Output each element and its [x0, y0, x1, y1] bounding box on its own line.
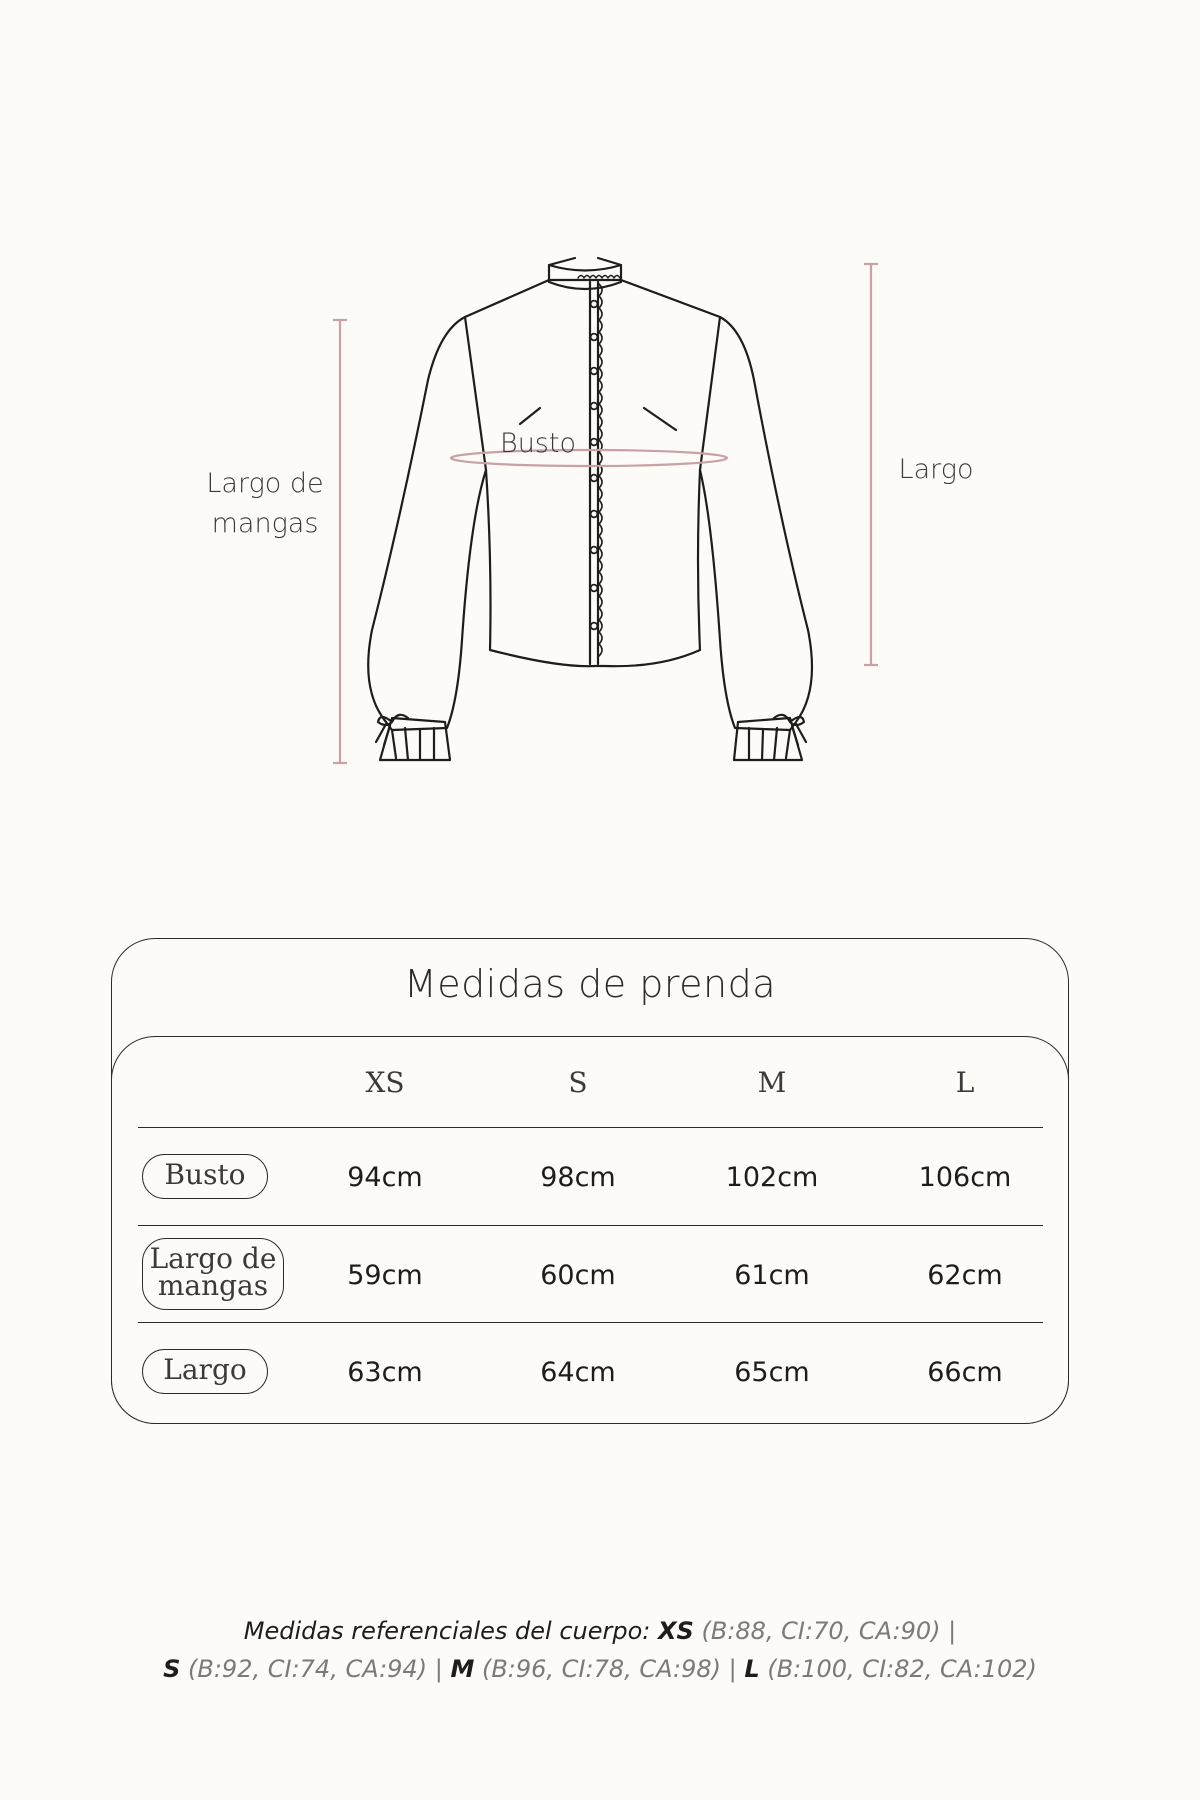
table-cell: 106cm: [918, 1162, 1012, 1193]
size-header-m: M: [757, 1066, 787, 1099]
footnote-size-xs: XS: [658, 1617, 694, 1645]
bust-label: Busto: [500, 428, 576, 459]
footnote-size-s: S: [163, 1655, 181, 1683]
table-cell: 60cm: [540, 1260, 616, 1291]
length-label: Largo: [898, 454, 974, 485]
row-divider: [138, 1225, 1043, 1226]
table-cell: 62cm: [927, 1260, 1003, 1291]
body-reference-note: [100, 1612, 1100, 1688]
footnote-line-2: [100, 1650, 1100, 1688]
table-cell: 66cm: [927, 1357, 1003, 1388]
row-label-length: Largo: [142, 1349, 268, 1394]
table-cell: 94cm: [347, 1162, 423, 1193]
footnote-measures-l: (B:100, CI:82, CA:102): [767, 1655, 1037, 1683]
row-label-bust: Busto: [142, 1154, 268, 1199]
row-divider: [138, 1322, 1043, 1323]
size-header-xs: XS: [365, 1066, 405, 1099]
footnote-lead: Medidas referenciales del cuerpo: [243, 1617, 643, 1645]
blouse-diagram: [0, 0, 1200, 800]
row-label-line: Largo de: [149, 1242, 277, 1275]
footnote-separator: |: [728, 1655, 737, 1683]
table-cell: 102cm: [725, 1162, 819, 1193]
footnote-measures-xs: (B:88, CI:70, CA:90): [701, 1617, 941, 1645]
sleeve-length-label-text: Largo de mangas: [206, 468, 324, 539]
size-header-l: L: [955, 1066, 975, 1099]
table-cell: 65cm: [734, 1357, 810, 1388]
left-sleeve: [368, 317, 486, 730]
footnote-separator: |: [434, 1655, 443, 1683]
footnote-measures-s: (B:92, CI:74, CA:94): [188, 1655, 428, 1683]
footnote-size-l: L: [744, 1655, 760, 1683]
placket-ruffle: [599, 284, 602, 656]
card-title: Medidas de prenda: [404, 962, 776, 1006]
size-header-s: S: [568, 1066, 588, 1099]
footnote-line-1: Medidas referenciales del cuerpo: XS (B:88, CI:70, CA:90) |: [243, 1617, 957, 1645]
row-divider: [138, 1127, 1043, 1128]
table-cell: 61cm: [734, 1260, 810, 1291]
footnote-separator: |: [948, 1617, 957, 1645]
footnote-size-m: M: [450, 1655, 475, 1683]
row-label-line: mangas: [157, 1269, 269, 1302]
footnote-measures-m: (B:96, CI:78, CA:98): [481, 1655, 722, 1683]
length-measure-line: [864, 264, 878, 665]
right-sleeve: [700, 317, 812, 730]
table-cell: 63cm: [347, 1357, 423, 1388]
table-cell: 59cm: [347, 1260, 423, 1291]
sleeve-length-label: [190, 464, 340, 544]
table-cell: 98cm: [540, 1162, 616, 1193]
row-label-sleeve-length: [142, 1238, 284, 1310]
table-cell: 64cm: [540, 1357, 616, 1388]
